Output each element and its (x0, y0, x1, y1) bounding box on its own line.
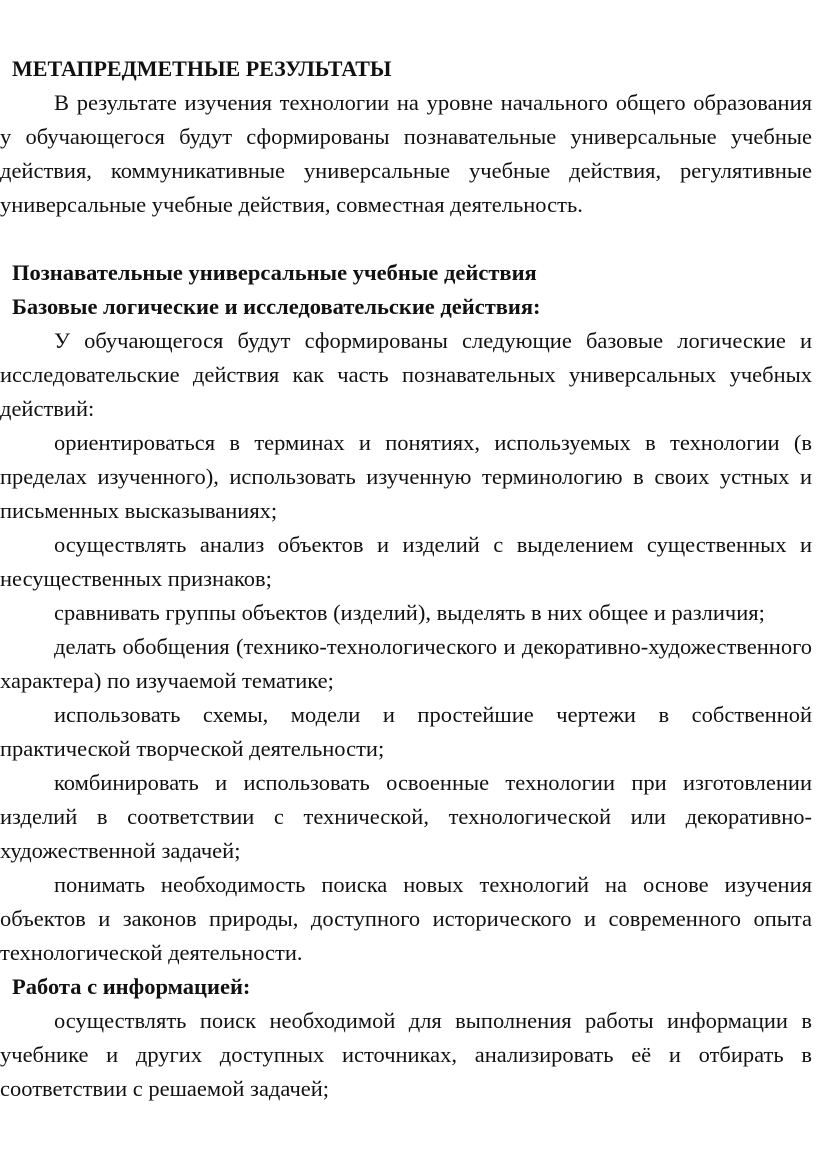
list-item: делать обобщения (технико-технологического и декоративно-художественного характера) по изучаемой тематике; (0, 634, 812, 693)
list-item: ориентироваться в терминах и понятиях, используемых в технологии (в пределах изученного), использовать изученную терминологию в своих устных и письменных высказываниях; (0, 430, 812, 523)
spacer (0, 222, 812, 256)
document-page (0, 52, 812, 1106)
section-heading: Познавательные универсальные учебные действия (12, 260, 537, 285)
list-item: комбинировать и использовать освоенные технологии при изготовлении изделий в соответствии с технической, технологической или декоративно-художественной задачей; (0, 770, 812, 863)
page-title: МЕТАПРЕДМЕТНЫЕ РЕЗУЛЬТАТЫ (12, 56, 392, 81)
list-item: понимать необходимость поиска новых технологий на основе изучения объектов и законов природы, доступного исторического и современного опыта технологической деятельности. (0, 872, 812, 965)
subsection-lead: У обучающегося будут сформированы следующие базовые логические и исследовательские действия как часть познавательных универсальных учебных действий: (0, 328, 812, 421)
list-item: использовать схемы, модели и простейшие чертежи в собственной практической творческой деятельности; (0, 702, 812, 761)
subsection-heading-logical: Базовые логические и исследовательские действия: (12, 294, 541, 319)
subsection-heading-information: Работа с информацией: (12, 974, 251, 999)
list-item: сравнивать группы объектов (изделий), выделять в них общее и различия; (54, 600, 765, 625)
list-item: осуществлять поиск необходимой для выполнения работы информации в учебнике и других доступных источниках, анализировать её и отбирать в соответствии с решаемой задачей; (0, 1008, 812, 1101)
intro-paragraph: В результате изучения технологии на уровне начального общего образования у обучающегося будут сформированы познавательные универсальные учебные действия, коммуникативные универсальные учебные действия, регулятивные универсальные учебные действия, совместная деятельность. (0, 90, 812, 217)
list-item: осуществлять анализ объектов и изделий с выделением существенных и несущественных признаков; (0, 532, 812, 591)
